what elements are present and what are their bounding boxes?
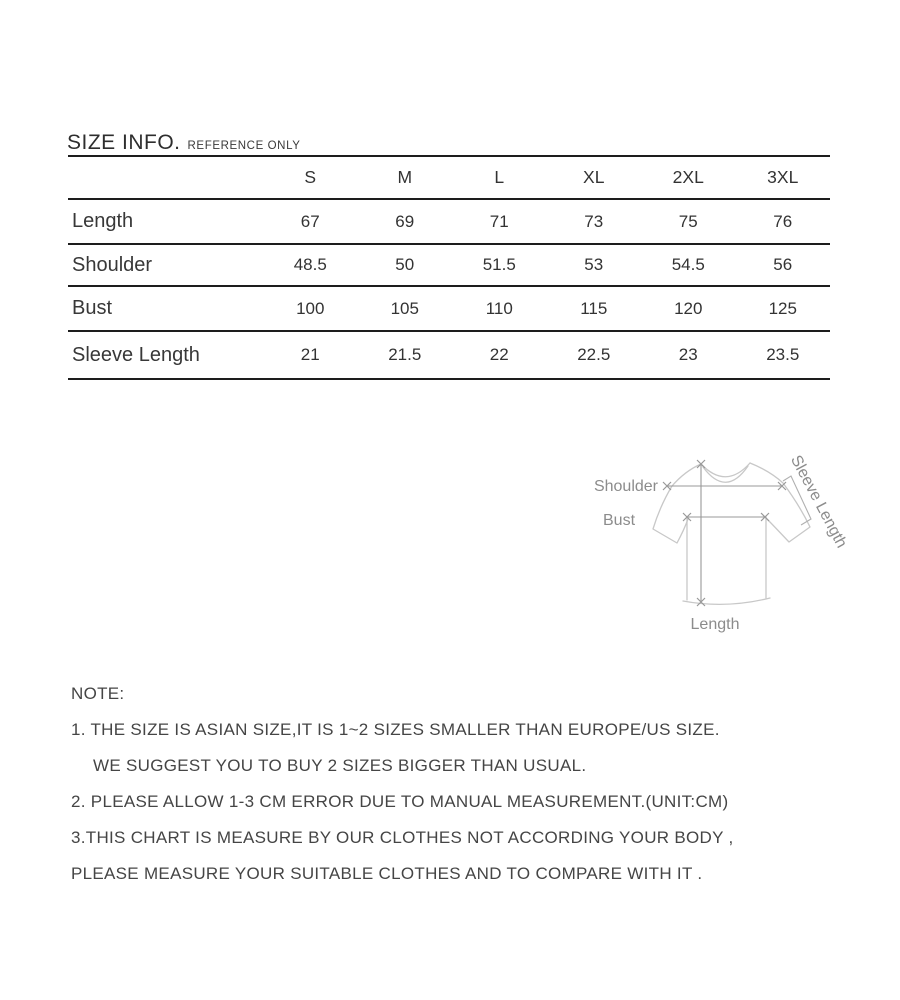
table-row-shoulder xyxy=(68,244,830,286)
note-line-5: PLEASE MEASURE YOUR SUITABLE CLOTHES AND TO COMPARE WITH IT . xyxy=(71,864,703,883)
size-value-cell: 110 xyxy=(485,298,513,318)
empty-corner-cell xyxy=(68,156,263,199)
size-value-cell: 23.5 xyxy=(766,345,800,364)
size-column-header: 3XL xyxy=(767,167,799,187)
measurement-row-label: Bust xyxy=(72,297,113,319)
size-value-cell: 21.5 xyxy=(388,345,422,364)
measurement-row-label: Shoulder xyxy=(72,253,153,276)
measurement-lines xyxy=(667,464,811,602)
size-table xyxy=(68,155,830,380)
shoulder-label: Shoulder xyxy=(593,478,658,495)
table-row-bust xyxy=(68,286,830,331)
size-column-header: M xyxy=(397,167,413,187)
size-value-cell: 22.5 xyxy=(577,345,611,364)
note-line-4: 3.THIS CHART IS MEASURE BY OUR CLOTHES NOT ACCORDING YOUR BODY , xyxy=(71,828,734,847)
size-value-cell: 76 xyxy=(773,211,793,231)
length-label: Length xyxy=(690,616,740,633)
notes-section xyxy=(71,676,861,892)
tshirt-outline xyxy=(653,463,810,604)
size-value-cell: 71 xyxy=(489,211,509,231)
table-row-length xyxy=(68,199,830,244)
size-value-cell: 51.5 xyxy=(482,255,516,274)
note-line-3: 2. PLEASE ALLOW 1-3 CM ERROR DUE TO MANUAL MEASUREMENT.(UNIT:CM) xyxy=(71,792,729,811)
measurement-row-label: Sleeve Length xyxy=(72,343,200,366)
sleeve-length-label: Sleeve Length xyxy=(786,452,850,551)
size-column-header: S xyxy=(304,167,317,187)
size-value-cell: 56 xyxy=(773,255,793,274)
size-column-header: 2XL xyxy=(672,167,704,187)
size-value-cell: 21 xyxy=(300,345,320,364)
size-info-header xyxy=(67,131,301,155)
page-title: SIZE INFO. xyxy=(67,131,181,154)
size-value-cell: 75 xyxy=(678,211,698,231)
size-value-cell: 125 xyxy=(768,298,797,318)
measurement-row-label: Length xyxy=(72,210,134,232)
collar-inner-arc xyxy=(703,466,748,482)
size-value-cell: 50 xyxy=(395,255,415,274)
size-table-header-row xyxy=(68,156,830,199)
size-value-cell: 73 xyxy=(584,211,604,231)
tshirt-measurement-diagram xyxy=(560,440,870,645)
size-value-cell: 120 xyxy=(674,298,703,318)
note-line-2: WE SUGGEST YOU TO BUY 2 SIZES BIGGER THAN USUAL. xyxy=(93,756,587,775)
size-value-cell: 115 xyxy=(580,298,608,318)
size-value-cell: 48.5 xyxy=(293,255,327,274)
size-column-header: L xyxy=(494,167,505,187)
size-value-cell: 69 xyxy=(395,211,415,231)
size-value-cell: 54.5 xyxy=(671,255,705,274)
left-sleeve xyxy=(653,464,701,543)
note-line-1: 1. THE SIZE IS ASIAN SIZE,IT IS 1~2 SIZES SMALLER THAN EUROPE/US SIZE. xyxy=(71,720,720,739)
size-value-cell: 53 xyxy=(584,255,604,274)
size-value-cell: 23 xyxy=(678,345,698,364)
size-value-cell: 100 xyxy=(296,298,325,318)
size-value-cell: 105 xyxy=(390,298,419,318)
page-subtitle: REFERENCE ONLY xyxy=(187,140,301,152)
size-value-cell: 22 xyxy=(489,345,509,364)
collar-outer-arc xyxy=(701,463,750,477)
hem xyxy=(683,598,770,604)
bust-label: Bust xyxy=(603,512,636,529)
size-column-header: XL xyxy=(583,167,605,187)
size-value-cell: 67 xyxy=(300,211,320,231)
table-row-sleeve-length xyxy=(68,331,830,379)
note-heading: NOTE: xyxy=(71,684,125,703)
